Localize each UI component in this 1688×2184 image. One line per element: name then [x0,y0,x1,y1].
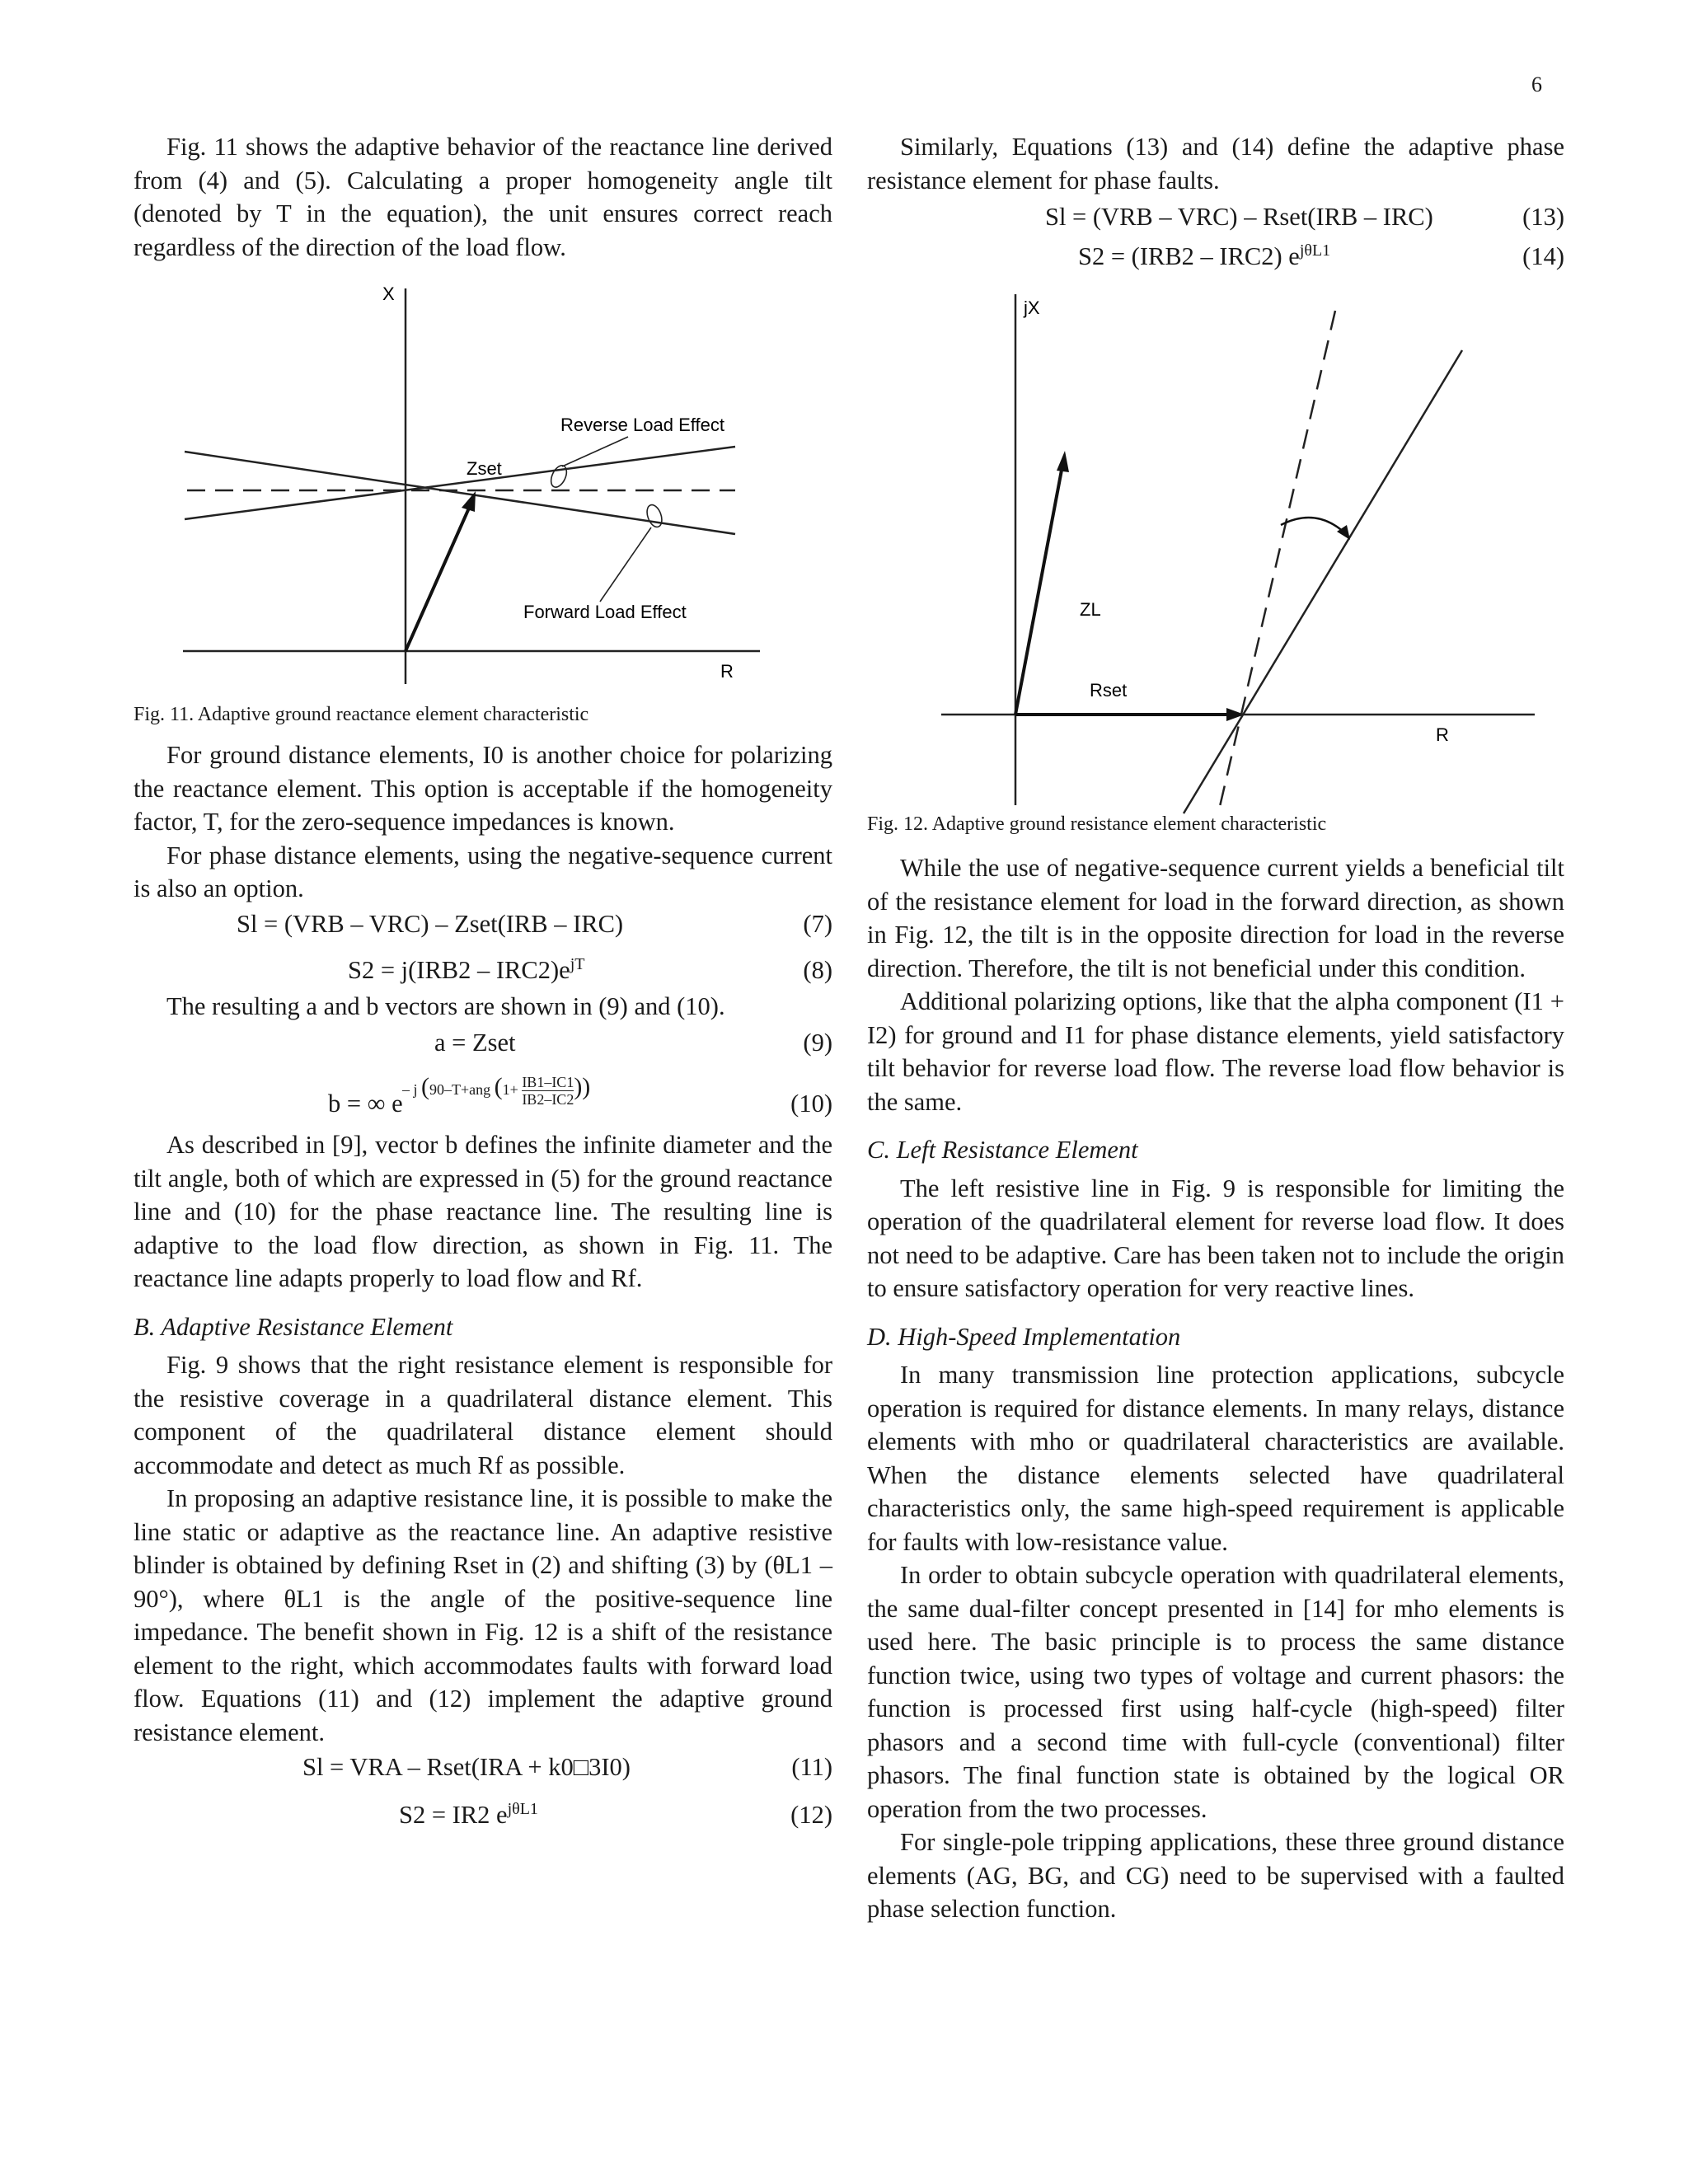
paragraph: As described in [9], vector b defines the infinite diameter and the tilt angle, both of which are expressed in (5) for the ground reactance line and (10) for the phase reactance line. The resulting line is adaptive to the load flow direction, as shown in Fig. 11. The reactance line adapts properly to load flow and Rf. [134,1131,832,1292]
paragraph: While the use of negative-sequence current yields a beneficial tilt of the resistance element for load in the forward direction, as shown in Fig. 12, the tilt is in the opposite direction for load in the reverse direction. Therefore, the tilt is not beneficial under this condition. [867,854,1564,982]
paragraph: For single-pole tripping applications, these three ground distance elements (AG, BG, and CG) need to be supervised with a faulted phase selection function. [867,1828,1564,1923]
equation-13: Sl = (VRB – VRC) – Rset(IRB – IRC) (13) [1045,203,1564,231]
reactance-line-forward [185,452,735,534]
paragraph: For phase distance elements, using the negative-sequence current is also an option. [134,841,832,902]
equation-9: a = Zset (9) [434,1029,832,1057]
equation-12: S2 = IR2 $e^{j\theta L1}$ (12) [399,1799,832,1829]
equation-11: Sl = VRA – Rset(IRA + k0□3I0) (11) [302,1753,832,1781]
paragraph: In order to obtain subcycle operation with quadrilateral elements, the same dual-filter concept presented in [14] for mho elements is used here. The basic principle is to process the same distance function twice, using two types of voltage and current phasors: the function is processed first using half-cycle (high-speed) filter phasors and a second time with full-cycle (conventional) filter phasors. The final function state is obtained by the logical OR operation from the two processes. [867,1561,1564,1823]
x-axis-label: R [1436,724,1449,745]
rset-label: Rset [1090,680,1128,701]
figure-11-caption: Fig. 11. Adaptive ground reactance element characteristic [134,704,589,725]
paragraph: Additional polarizing options, like that the alpha component (I1 + I2) for ground and I1 for phase distance elements, yield satisfactory tilt behavior for reverse load flow. The reverse load flow behavior is the same. [867,987,1564,1116]
tilt-arc [1281,518,1345,533]
reverse-angle-loop [548,463,570,490]
x-axis-label: R [720,661,734,682]
reverse-load-label: Reverse Load Effect [560,415,724,435]
resistance-line-adaptive [1184,350,1462,813]
section-heading-b: B. Adaptive Resistance Element [134,1312,453,1341]
paragraph: In proposing an adaptive resistance line, it is possible to make the line static or adaptive as the reactance line. An adaptive resistive blinder is obtained by defining Rset in (2) and shifting (3) by (θL1 – 90°), where θL1 is the angle of the positive-sequence line impedance. The benefit shown in Fig. 12 is a shift of the resistance element to the right, which accommodates faults with forward load flow. Equations (11) and (12) implement the adaptive ground resistance element. [134,1484,832,1746]
y-axis-label: X [382,284,395,304]
paragraph: Fig. 11 shows the adaptive behavior of the reactance line derived from (4) and (5). Calculating a proper homogeneity angle tilt (denoted by T in the equation), the unit ensures correct reach regardless of the direction of the load flow. [134,133,832,261]
equation-14: S2 = (IRB2 – IRC2) $e^{j\theta L1}$ (14) [1078,241,1564,270]
fig11-diagram [134,272,832,709]
zl-label: ZL [1080,599,1101,620]
forward-load-label: Forward Load Effect [523,602,687,622]
paragraph: Fig. 9 shows that the right resistance element is responsible for the resistive coverage in a quadrilateral distance element. This component of the quadrilateral distance element should accommodate and detect as much Rf as possible. [134,1351,832,1479]
reactance-line-reverse [185,447,735,519]
paragraph: The resulting a and b vectors are shown in (9) and (10). [166,991,725,1020]
equation-10: – j (90–T+ang (1+ $\frac{IB1-IC1}{IB2-IC2}$ )) b = ∞ e (10) [328,1073,832,1118]
forward-leader [600,527,651,602]
page-number: 6 [1531,73,1542,96]
figure-12 [867,278,1564,822]
figure-11 [134,272,832,709]
equation-7: Sl = (VRB – VRC) – Zset(IRB – IRC) (7) [237,909,832,938]
section-heading-d: D. High-Speed Implementation [867,1322,1181,1351]
figure-12-caption: Fig. 12. Adaptive ground resistance element characteristic [867,813,1327,835]
forward-angle-loop [645,503,665,529]
zl-arrowhead [1057,451,1069,472]
equation-8: $S2 = j(IRB2 - IRC2)e^{jT}$ (8) [348,954,832,984]
resistance-line-dashed [1218,311,1335,813]
zset-vector [406,504,471,651]
section-heading-c: C. Left Resistance Element [867,1136,1138,1164]
left-column [134,130,832,1831]
fig12-diagram [867,278,1564,822]
zl-vector [1015,466,1062,715]
paragraph: For ground distance elements, I0 is another choice for polarizing the reactance element. This option is acceptable if the homogeneity factor, T, for the zero-sequence impedances is known. [134,741,832,836]
y-axis-label: jX [1024,298,1040,318]
paragraph: The left resistive line in Fig. 9 is responsible for limiting the operation of the quadrilateral element for reverse load flow. It does not need to be adaptive. Care has been taken not to include the origin to ensure satisfactory operation for very reactive lines. [867,1174,1564,1302]
right-column [867,130,1564,1926]
zset-label: Zset [467,458,502,479]
paragraph: Similarly, Equations (13) and (14) define the adaptive phase resistance element for phase faults. [867,133,1564,194]
paragraph: In many transmission line protection applications, subcycle operation is required for distance elements. In many relays, distance elements with mho or quadrilateral characteristics are available. When the distance elements selected have quadrilateral characteristics only, the same high-speed requirement is applicable for faults with low-resistance value. [867,1361,1564,1556]
